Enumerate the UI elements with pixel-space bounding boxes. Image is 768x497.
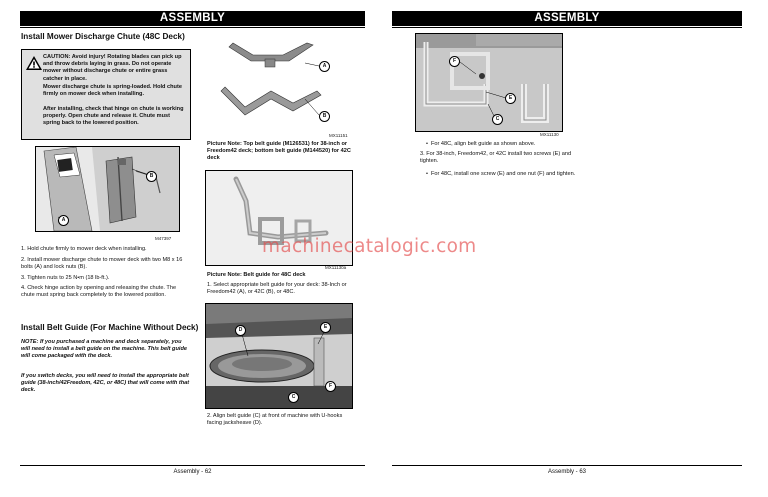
note-2: If you switch decks, you will need to install the appropriate belt guide (38-inch/42Freedom, 42C, or 48C) that will come with that deck. [21, 373, 190, 394]
right-header-rule [392, 27, 742, 28]
picture-note-2: Picture Note: Belt guide for 48C deck [207, 272, 306, 278]
figure-id: MX11151 [329, 133, 348, 138]
warning-icon [26, 56, 42, 70]
left-page-header: ASSEMBLY [20, 11, 365, 26]
right-bullet-1: • For 48C, align belt guide as shown above. [426, 141, 586, 148]
callout-e: E [505, 93, 516, 104]
callout-b: B [319, 111, 330, 122]
note-1: NOTE: If you purchased a machine and deck separately, you will need to install a belt guide on the machine. This belt guide will come packaged with the deck. [21, 339, 187, 360]
callout-a: A [58, 215, 69, 226]
figure-align-guide [205, 303, 353, 409]
left-footer-rule [20, 465, 365, 466]
left-header-rule [20, 27, 365, 28]
left-page-number: Assembly - 62 [173, 469, 212, 475]
step-1: 1. Hold chute firmly to mower deck when installing. [21, 246, 147, 252]
figure-belt-guide-installed [415, 33, 563, 132]
callout-d: D [235, 325, 246, 336]
callout-f: F [449, 56, 460, 67]
right-step-3: 3. For 38-inch, Freedom42, or 42C install two screws (E) and tighten. [420, 151, 572, 165]
step-3: 3. Tighten nuts to 25 N•m (18 lb-ft.). [21, 275, 110, 281]
middle-step-1: 1. Select appropriate belt guide for your deck: 38-Inch or Freedom42 (A), or 42C (B), or 48C. [207, 282, 347, 296]
align-guide-illustration [206, 304, 352, 408]
callout-e: E [320, 322, 331, 333]
figure-id: M47397 [155, 236, 172, 241]
right-footer-rule [392, 465, 742, 466]
section-title-discharge-chute: Install Mower Discharge Chute (48C Deck) [21, 32, 185, 41]
callout-b: B [146, 171, 157, 182]
callout-a: A [319, 61, 330, 72]
right-page-number: Assembly - 63 [547, 469, 586, 475]
middle-step-2: 2. Align belt guide (C) at front of machine with U-hooks facing jacksheave (D). [207, 413, 343, 427]
figure-id: MX11130a [325, 265, 347, 270]
figure-id: MX11130 [540, 132, 559, 137]
figure-discharge-chute [35, 146, 180, 232]
caution-text-3: After installing, check that hinge on chute is working properly. Open chute and release it. Chute must spring back to the lowered position. [43, 106, 184, 127]
callout-c: C [288, 392, 299, 403]
right-page-header: ASSEMBLY [392, 11, 742, 26]
caution-text-1: CAUTION: Avoid injury! Rotating blades can pick up and throw debris laying in grass. Do not operate mower without discharge chute or entire grass catcher in place. [43, 54, 182, 82]
callout-f: F [325, 381, 336, 392]
callout-c: C [492, 114, 503, 125]
caution-text-2: Mower discharge chute is spring-loaded. Hold chute firmly on mower deck when installing. [43, 84, 182, 98]
figure-belt-guides [205, 33, 351, 131]
step-4: 4. Check hinge action by opening and releasing the chute. The chute must spring back completely to the lowered position. [21, 285, 177, 299]
right-bullet-2: • For 48C, install one screw (E) and one nut (F) and tighten. [426, 171, 586, 178]
caution-box [21, 49, 191, 140]
picture-note-1: Picture Note: Top belt guide (M126531) for 38-inch or Freedom42 deck; bottom belt guide (M144520) for 42C deck [207, 141, 351, 162]
step-2: 2. Install mower discharge chute to mower deck with two M8 x 16 bolts (A) and lock nuts (B). [21, 257, 183, 271]
section-title-belt-guide: Install Belt Guide (For Machine Without Deck) [21, 323, 199, 332]
watermark: machinecatalogic.com [262, 236, 477, 257]
installed-guide-illustration [416, 34, 562, 131]
